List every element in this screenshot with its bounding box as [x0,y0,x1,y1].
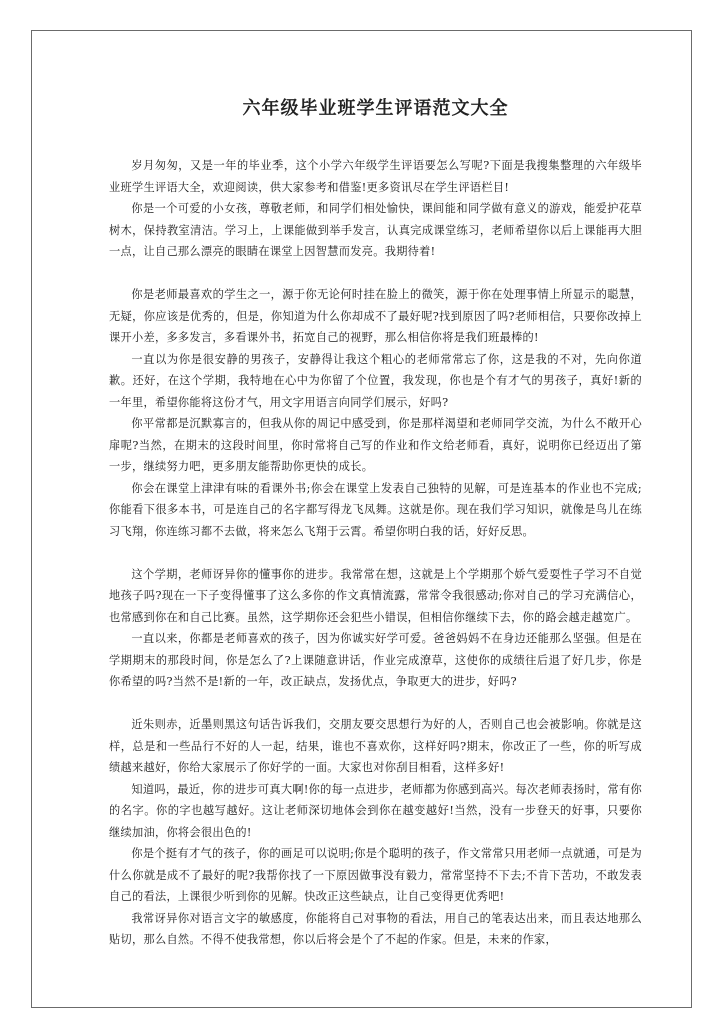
paragraph: 你是一个可爱的小女孩，尊敬老师，和同学们相处愉快，课间能和同学做有意义的游戏，能爱护花草树木，保持教室清洁。学习上，上课能做到举手发言，认真完成课堂练习，老师希望你以后上课能再大胆一点，让自己那么漂亮的眼睛在课堂上因智慧而发亮。我期待着! [109,202,642,258]
page-frame [31,30,692,1008]
paragraph-gap [109,542,642,564]
paragraph: 岁月匆匆，又是一年的毕业季，这个小学六年级学生评语要怎么写呢?下面是我搜集整理的六年级毕业班学生评语大全，欢迎阅读，供大家参考和借鉴!更多资讯尽在学生评语栏目! [109,159,642,194]
document-body [109,31,642,951]
paragraph: 知道吗，最近，你的进步可真大啊!你的每一点进步，老师都为你感到高兴。每次老师表扬时，常有你的名字。你的字也越写越好。这让老师深切地体会到你在越变越好!当然，没有一步登天的好事，只要你继续加油，你将会很出色的! [109,782,642,839]
paragraph: 这个学期，老师讶异你的懂事你的进步。我常常在想，这就是上个学期那个娇气爱耍性子学习不自觉地孩子吗?现在一下子变得懂事了这么多你的作文真情流露，常常令我很感动;你对自己的学习充满信心，也常感到你在和自己比赛。虽然，这学期你还会犯些小错误，但相信你继续下去，你的路会越走越宽广。 [109,567,642,624]
paragraph: 我常讶异你对语言文字的敏感度，你能将自己对事物的看法，用自己的笔表达出来，而且表达地那么贴切，那么自然。不得不使我常想，你以后将会是个了不起的作家。但是，未来的作家， [109,911,642,946]
paragraph-gap [109,693,642,715]
paragraph: 近朱则赤，近墨则黑这句话告诉我们，交朋友要交思想行为好的人，否则自己也会被影响。你就是这样，总是和一些品行不好的人一起，结果，谁也不喜欢你，这样好吗?期末，你改正了一些，你的听写成绩越来越好，你给大家展示了你好学的一面。大家也对你刮目相看，这样多好! [109,718,642,774]
paragraph: 一直以为你是很安静的男孩子，安静得让我这个粗心的老师常常忘了你，这是我的不对，先向你道歉。还好，在这个学期，我特地在心中为你留了个位置，我发现，你也是个有才气的男孩子，真好!新的一年里，希望你能将这份才气，用文字用语言向同学们展示，好吗? [109,352,642,409]
paragraph: 你会在课堂上津津有味的看课外书;你会在课堂上发表自己独特的见解，可是连基本的作业也不完成;你能看下很多本书，可是连自己的名字都写得龙飞凤舞。这就是你。现在我们学习知识，就像是鸟儿在练习飞翔，你连练习都不去做，将来怎么飞翔于云霄。希望你明白我的话，好好反思。 [109,481,642,538]
paragraph-gap [109,263,642,285]
document-title: 六年级毕业班学生评语范文大全 [242,98,509,119]
paragraph: 一直以来，你都是老师喜欢的孩子，因为你诚实好学可爱。爸爸妈妈不在身边还能那么坚强。但是在学期期末的那段时间，你是怎么了?上课随意讲话，作业完成潦草，这使你的成绩往后退了好几步，你是你希望的吗?当然不是!新的一年，改正缺点，发扬优点，争取更大的进步，好吗? [109,632,642,688]
paragraph: 你是个挺有才气的孩子，你的画足可以说明;你是个聪明的孩子，作文常常只用老师一点就通，可是为什么你就是成不了最好的呢?我帮你找了一下原因做事没有毅力，常常坚持不下去;不肯下苦功，不敢发表自己的看法，上课很少听到你的见解。快改正这些缺点，让自己变得更优秀吧! [109,847,642,903]
paragraph: 你平常都是沉默寡言的，但我从你的周记中感受到，你是那样渴望和老师同学交流，为什么不敞开心扉呢?当然，在期末的这段时间里，你时常将自己写的作业和作文给老师看，真好，说明你已经迈出了第一步，继续努力吧，更多朋友能帮助你更快的成长。 [109,417,642,473]
paragraph: 你是老师最喜欢的学生之一，源于你无论何时挂在脸上的微笑，源于你在处理事情上所显示的聪慧，无疑，你应该是优秀的，但是，你知道为什么你却成不了最好呢?找到原因了吗?老师相信，只要你改掉上课开小差，多多发言，多看课外书，拓宽自己的视野，那么相信你将是我们班最棒的! [109,288,642,344]
title-spacer [109,121,642,155]
